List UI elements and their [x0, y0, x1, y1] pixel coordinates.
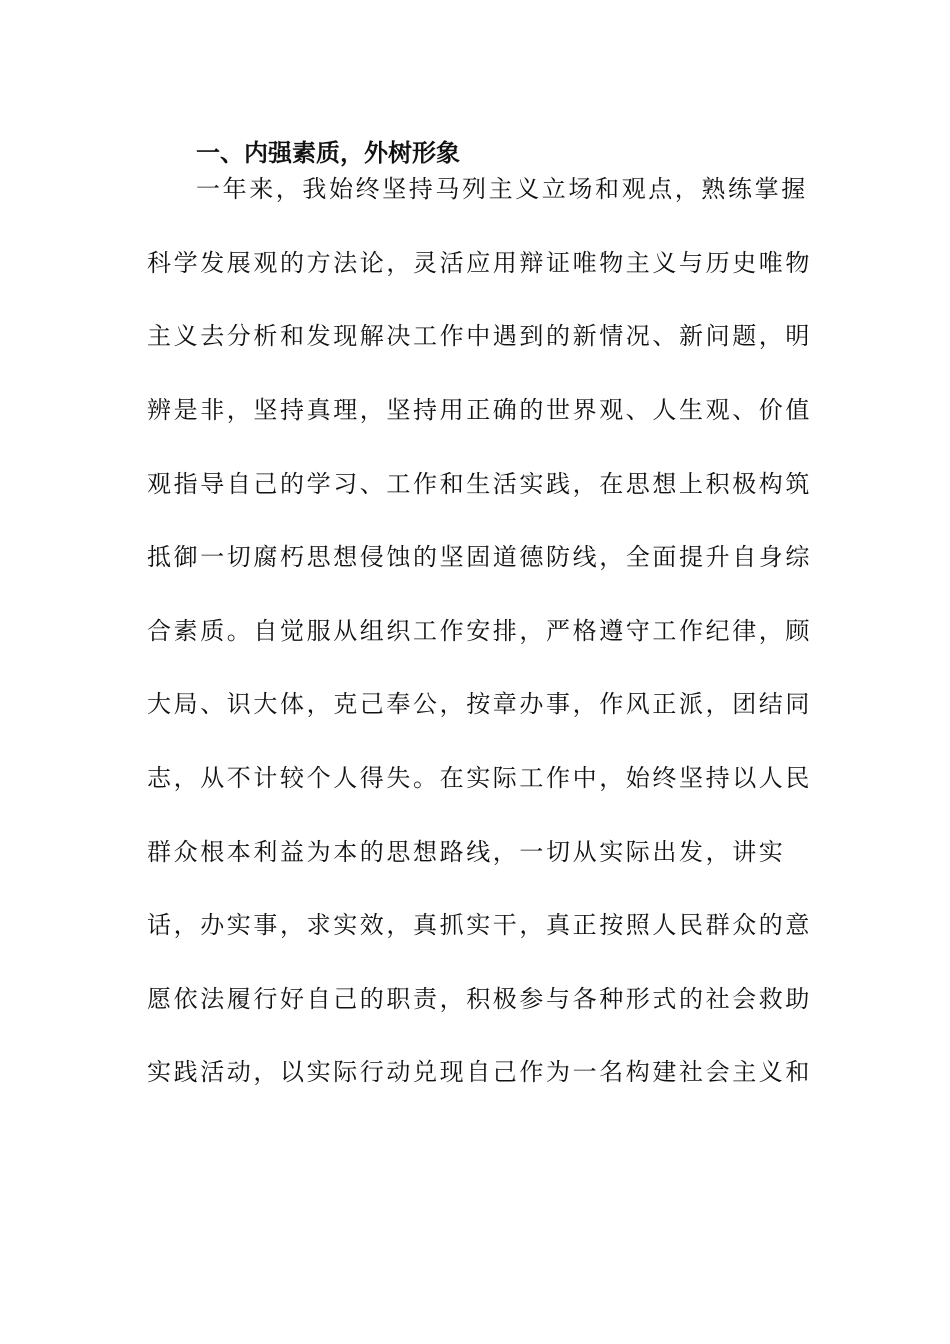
paragraph-line: 科学发展观的方法论，灵活应用辩证唯物主义与历史唯物 [147, 249, 812, 277]
paragraph-line: 实践活动，以实际行动兑现自己作为一名构建社会主义和 [147, 1058, 812, 1086]
paragraph-line: 愿依法履行好自己的职责，积极参与各种形式的社会救助 [147, 985, 812, 1013]
paragraph-line: 主义去分析和发现解决工作中遇到的新情况、新问题，明 [147, 322, 812, 350]
paragraph-line: 观指导自己的学习、工作和生活实践，在思想上积极构筑 [147, 470, 812, 498]
paragraph-line: 一年来，我始终坚持马列主义立场和观点，熟练掌握 [196, 175, 808, 203]
section-heading: 一、内强素质，外树形象 [196, 139, 460, 167]
paragraph-line: 大局、识大体，克己奉公，按章办事，作风正派，团结同 [147, 690, 812, 718]
paragraph-line: 群众根本利益为本的思想路线，一切从实际出发，讲实 [147, 838, 786, 866]
paragraph-line: 话，办实事，求实效，真抓实干，真正按照人民群众的意 [147, 911, 812, 939]
paragraph-line: 志，从不计较个人得失。在实际工作中，始终坚持以人民 [147, 764, 812, 792]
paragraph-line: 合素质。自觉服从组织工作安排，严格遵守工作纪律，顾 [147, 617, 812, 645]
paragraph-line: 抵御一切腐朽思想侵蚀的坚固道德防线，全面提升自身综 [147, 543, 812, 571]
paragraph-line: 辨是非，坚持真理，坚持用正确的世界观、人生观、价值 [147, 396, 812, 424]
